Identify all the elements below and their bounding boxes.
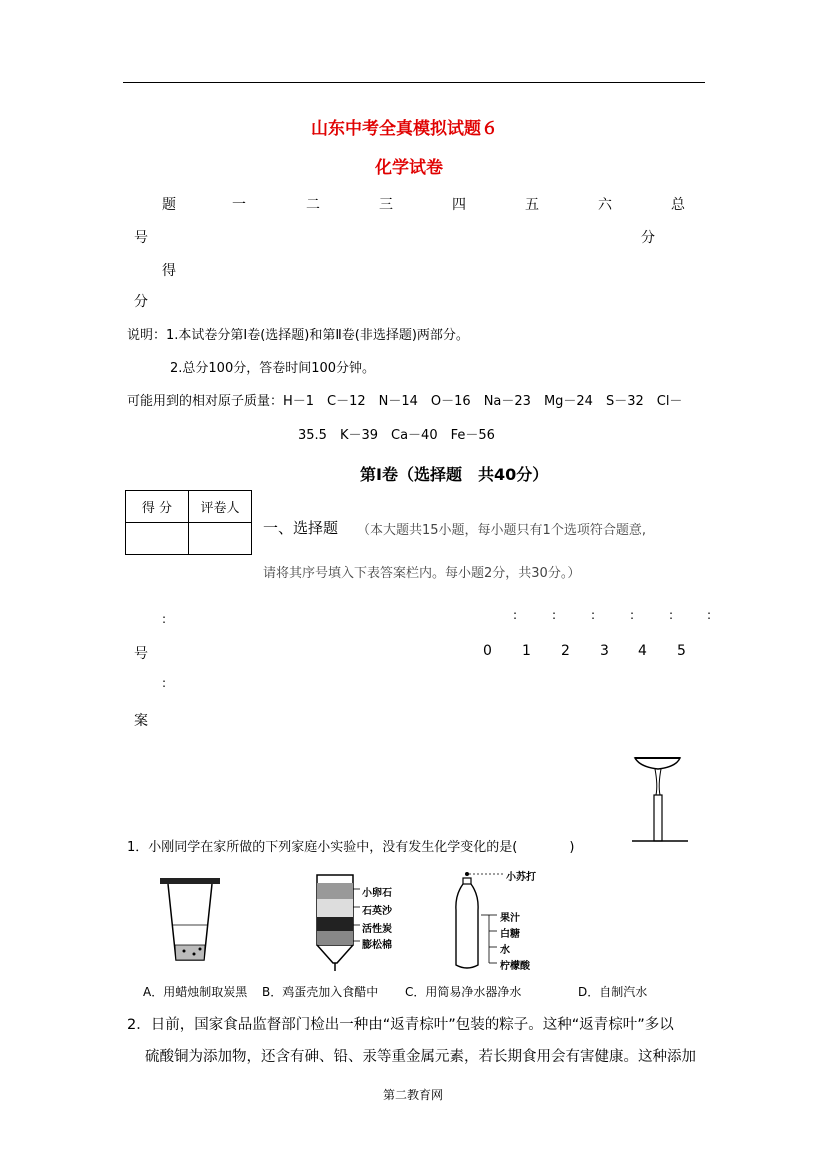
exam-subtitle: 化学试卷 — [375, 158, 443, 178]
grid-row2-a: 得 — [162, 263, 176, 279]
grid-col-6: 六 — [598, 197, 612, 213]
label-baking-soda: 小苏打 — [506, 872, 536, 883]
note-line-2: 2.总分100分，答卷时间100分钟。 — [170, 361, 376, 376]
answer-digit: 5 — [677, 643, 686, 659]
note-line-4: 35.5 K－39 Ca－40 Fe－56 — [298, 428, 495, 443]
part-instruction-1: （本大题共15小题，每小题只有1个选项符合题意, — [357, 523, 646, 538]
grid-col-5: 五 — [525, 197, 539, 213]
grid-colon: : — [591, 608, 596, 622]
option-d: D．自制汽水 — [578, 985, 648, 999]
grid-col-1: 一 — [232, 197, 246, 213]
question-2-line-2: 硫酸铜为添加物，还含有砷、铅、汞等重金属元素，若长期食用会有害健康。这种添加 — [145, 1049, 696, 1065]
label-quartz-sand: 石英沙 — [362, 906, 392, 917]
grid-col-0: 题 — [162, 197, 176, 213]
grid-colon: : — [669, 608, 674, 622]
answer-digit: 1 — [522, 643, 531, 659]
option-b: B．鸡蛋壳加入食醋中 — [262, 985, 379, 999]
score-label: 得 分 — [126, 491, 189, 523]
label-water: 水 — [500, 945, 510, 956]
part-title: 一、选择题 — [263, 519, 339, 537]
top-rule — [123, 82, 705, 83]
water-filter-figure — [305, 873, 415, 973]
reviewer-cell[interactable] — [189, 523, 252, 555]
grid-colon: : — [162, 676, 167, 690]
answer-digit: 4 — [638, 643, 647, 659]
grid-row1-left: 号 — [134, 230, 148, 246]
grid-colon: : — [630, 608, 635, 622]
option-a: A．用蜡烛制取炭黑 — [143, 985, 248, 999]
grid-col-3: 三 — [379, 197, 393, 213]
label-cotton: 膨松棉 — [362, 940, 392, 951]
grid-colon: : — [162, 612, 167, 626]
question-2-line-1: 2．日前，国家食品监督部门检出一种由“返青棕叶”包装的粽子。这种“返青棕叶”多以 — [127, 1017, 674, 1033]
candle-dish-figure — [630, 755, 710, 845]
note-line-1: 说明：1.本试卷分第Ⅰ卷(选择题)和第Ⅱ卷(非选择题)两部分。 — [127, 328, 469, 343]
answer-row-label-2: 案 — [134, 713, 148, 729]
label-activated-carbon: 活性炭 — [362, 924, 392, 935]
grid-colon: : — [513, 608, 518, 622]
exam-title: 山东中考全真模拟试题６ — [311, 119, 498, 139]
grid-colon: : — [552, 608, 557, 622]
footer-text: 第二教育网 — [383, 1088, 444, 1102]
reviewer-label: 评卷人 — [189, 491, 252, 523]
label-pebbles: 小卵石 — [362, 888, 392, 899]
grid-row2-b: 分 — [134, 294, 148, 310]
grid-col-7: 总 — [671, 197, 685, 213]
question-1-stem: 1．小刚同学在家所做的下列家庭小实验中，没有发生化学变化的是( ) — [127, 840, 575, 855]
grid-col-2: 二 — [306, 197, 320, 213]
answer-digit: 0 — [483, 643, 492, 659]
beaker-figure — [158, 875, 228, 965]
part-instruction-2: 请将其序号填入下表答案栏内。每小题2分，共30分。） — [263, 566, 581, 581]
grid-col-4: 四 — [452, 197, 466, 213]
answer-digit: 2 — [561, 643, 570, 659]
label-sugar: 白糖 — [500, 929, 520, 940]
answer-row-label-1: 号 — [134, 646, 148, 662]
answer-digit: 3 — [600, 643, 609, 659]
option-c: C．用简易净水器净水 — [405, 985, 522, 999]
note-line-3: 可能用到的相对原子质量：H－1 C－12 N－14 O－16 Na－23 Mg－24 S－32 Cl－ — [127, 394, 683, 409]
score-cell[interactable] — [126, 523, 189, 555]
section-heading: 第Ⅰ卷（选择题 共40分） — [360, 465, 549, 484]
grid-row1-right: 分 — [641, 230, 655, 246]
score-box — [125, 490, 252, 555]
grid-colon: : — [707, 608, 712, 622]
label-juice: 果汁 — [500, 913, 520, 924]
label-citric-acid: 柠檬酸 — [500, 961, 530, 972]
